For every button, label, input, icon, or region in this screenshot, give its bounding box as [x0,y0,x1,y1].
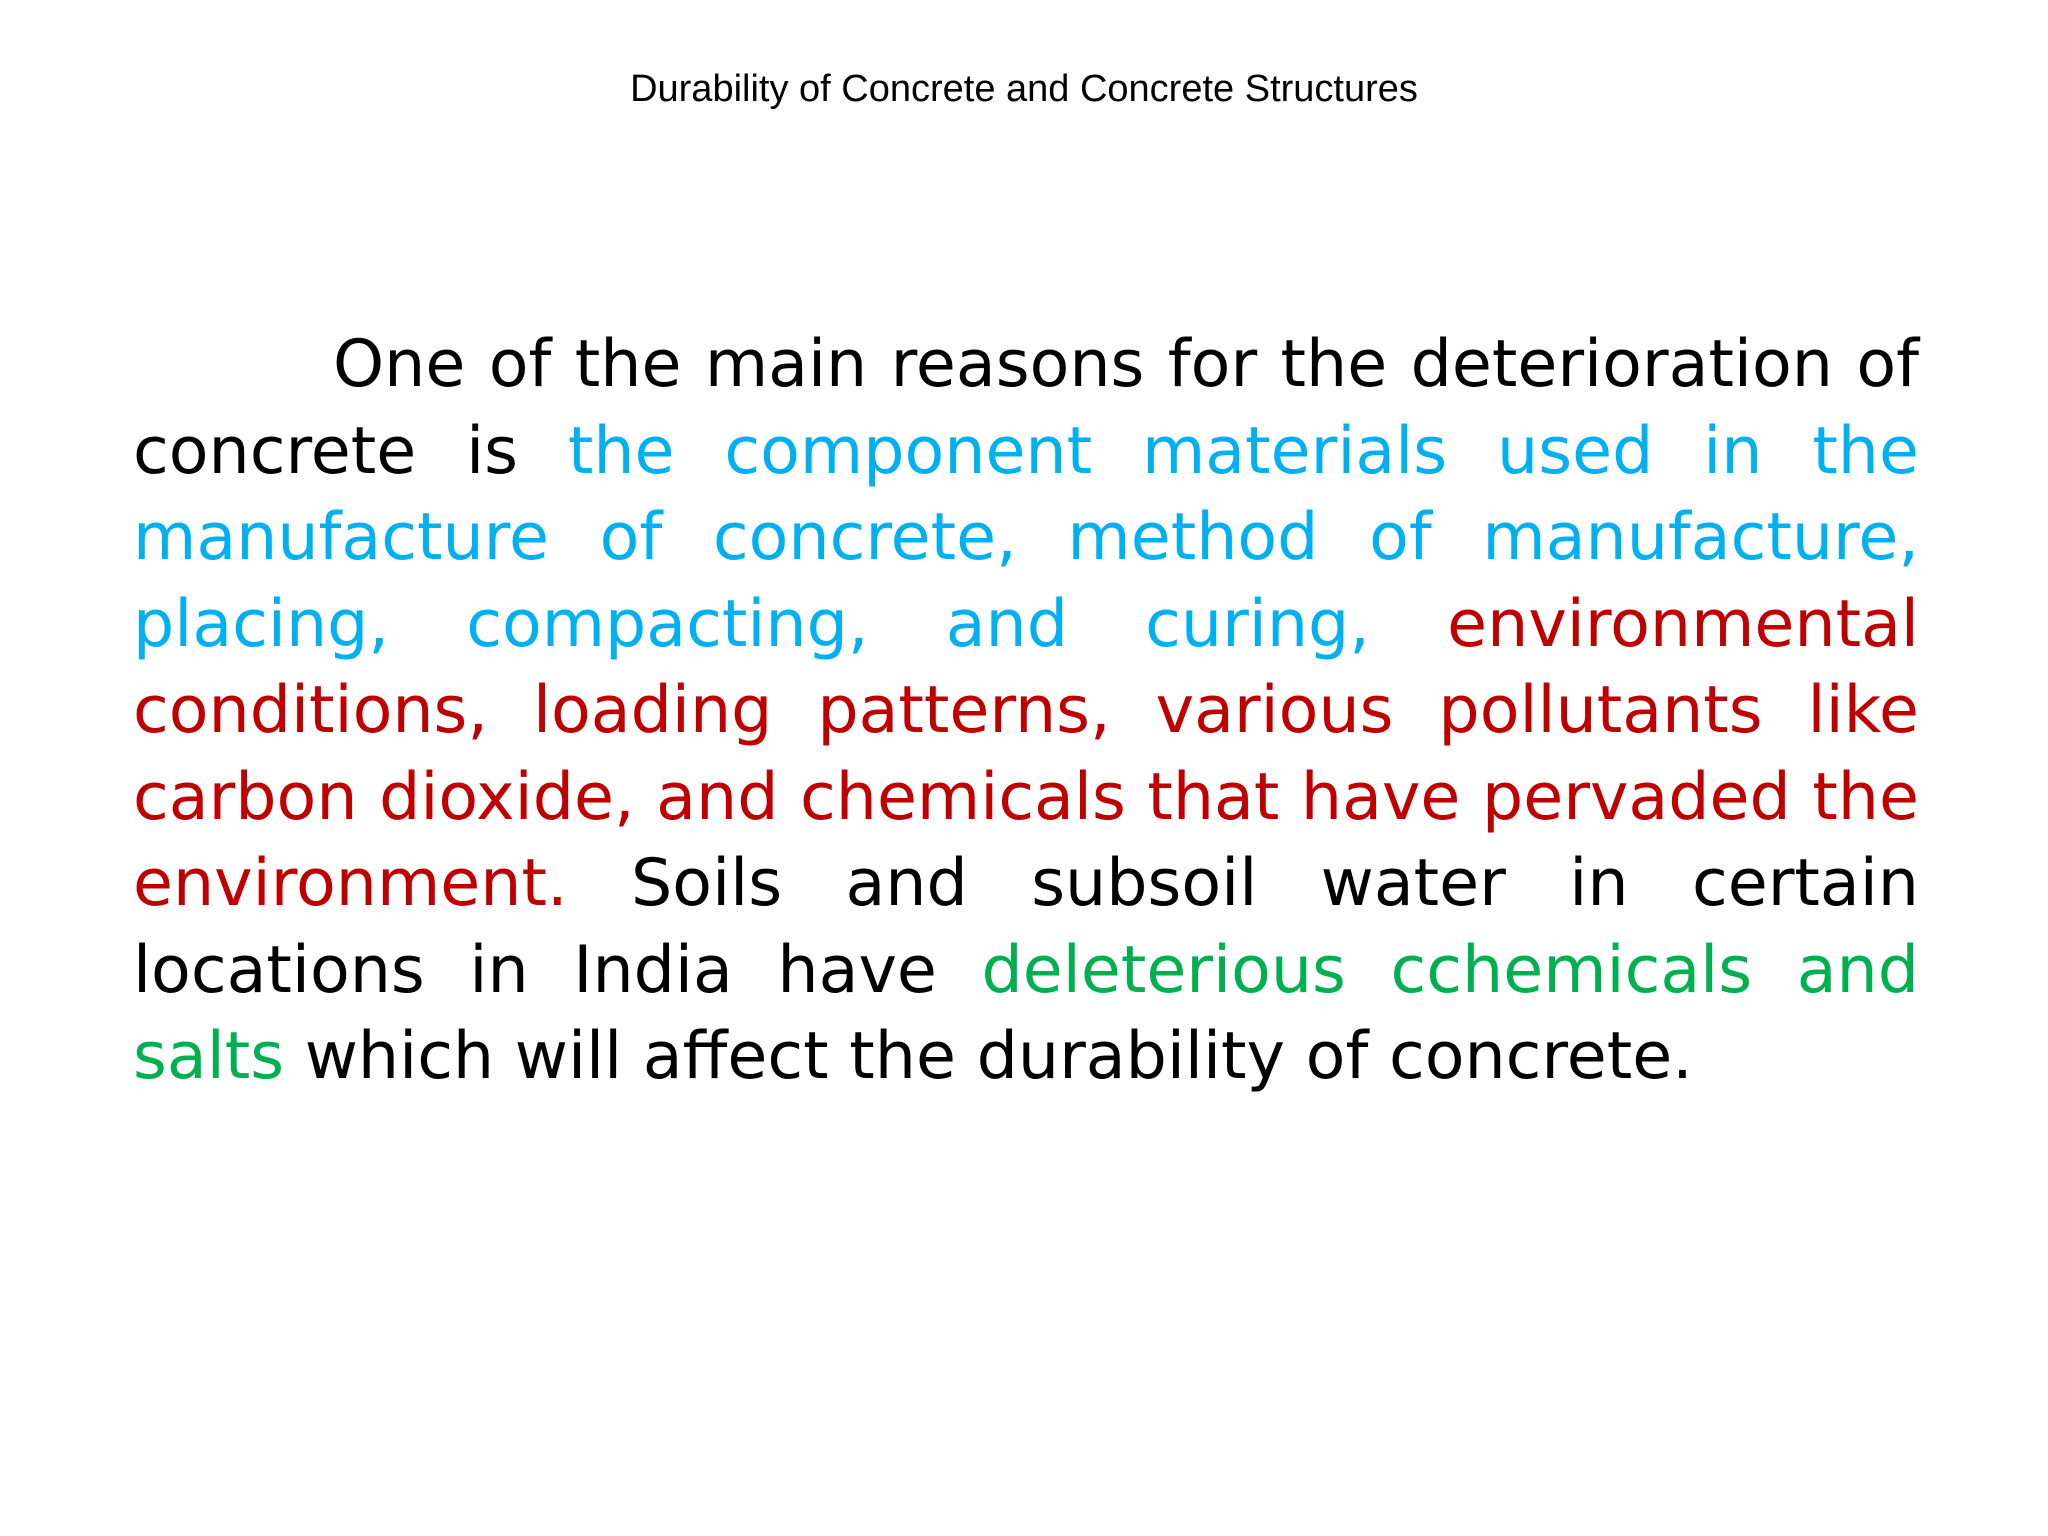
slide-header-title: Durability of Concrete and Concrete Structures [630,68,1418,110]
text-segment-materials: the component materials used in the manufacture of concrete, method of manufacture, placing, compacting, and curing, [133,413,1919,662]
text-segment-intro: One of the main reasons for the deterioration of concrete is [133,327,1919,489]
text-segment-environment: environmental conditions, loading patterns, various pollutants like carbon dioxide, and chemicals that have pervaded the environment. [133,586,1919,921]
body-paragraph [133,322,1919,1101]
text-segment-soils: Soils and subsoil water in certain locations in India have [133,846,1919,1008]
text-segment-conclusion: which will affect the durability of concrete. [284,1019,1693,1094]
text-segment-chemicals: deleterious cchemicals and salts [133,932,1919,1094]
